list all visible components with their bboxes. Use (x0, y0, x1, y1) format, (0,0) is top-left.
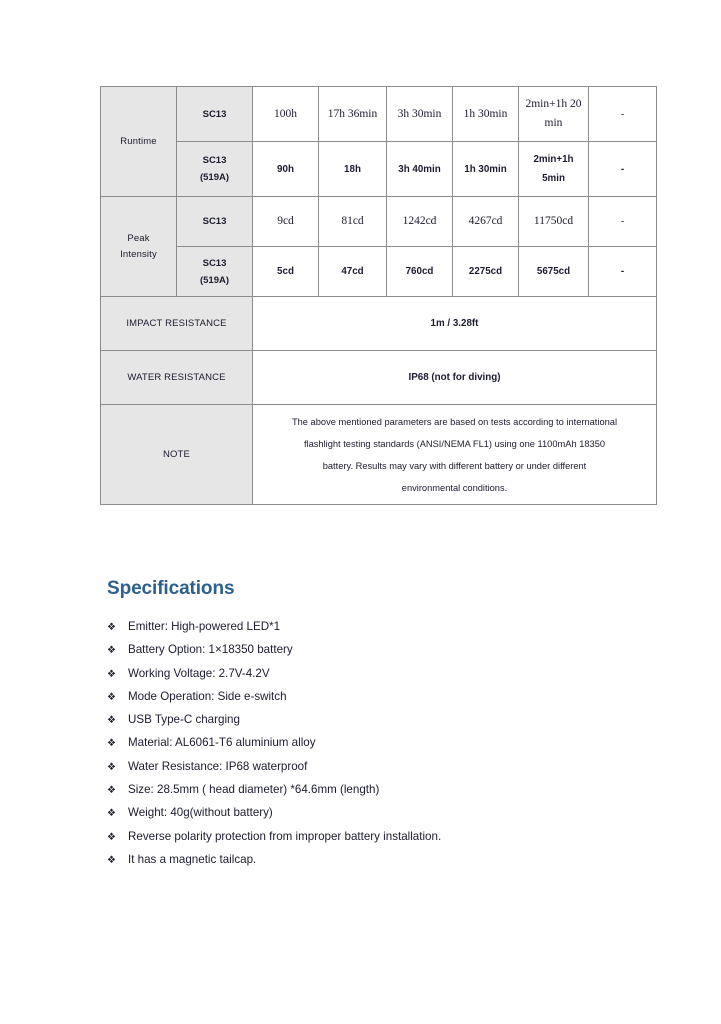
diamond-bullet-icon: ❖ (107, 808, 116, 820)
runtime-519a-strobe: - (589, 142, 657, 197)
list-item-label: USB Type-C charging (128, 713, 240, 727)
note-text (253, 405, 657, 505)
list-item (107, 802, 667, 825)
diamond-bullet-icon: ❖ (107, 622, 116, 633)
peak-519a-moonlight: 5cd (253, 247, 319, 297)
specifications-list (107, 616, 667, 872)
runtime-sc13-turbo: 2min+1h 20 min (519, 87, 589, 142)
table-row (101, 87, 657, 142)
table-row (101, 405, 657, 505)
table-row (101, 197, 657, 247)
row-label-note: NOTE (101, 405, 253, 505)
list-item-label: Working Voltage: 2.7V-4.2V (128, 666, 270, 680)
model-label-sc13-519a (177, 247, 253, 297)
note-line: environmental conditions. (401, 482, 508, 493)
list-item (107, 686, 667, 709)
note-line: battery. Results may vary with different battery or under different (322, 460, 587, 471)
list-item (107, 779, 667, 802)
model-line-1: SC13 (202, 257, 227, 269)
row-label-runtime: Runtime (101, 87, 177, 197)
model-line-1: SC13 (202, 155, 227, 166)
list-item-label: Material: AL6061-T6 aluminium alloy (128, 736, 316, 750)
peak-sc13-strobe: - (589, 197, 657, 247)
list-item (107, 616, 667, 639)
list-item (107, 756, 667, 779)
impact-resistance-value: 1m / 3.28ft (253, 297, 657, 351)
list-item-label: It has a magnetic tailcap. (128, 852, 257, 866)
list-item-label: Size: 28.5mm ( head diameter) *64.6mm (length) (128, 783, 380, 797)
note-line: The above mentioned parameters are based on tests according to international (291, 416, 618, 427)
specification-table (100, 86, 657, 505)
table-row (101, 297, 657, 351)
diamond-bullet-icon: ❖ (107, 715, 116, 727)
runtime-sc13-low: 17h 36min (319, 87, 387, 142)
list-item-label: Water Resistance: IP68 waterproof (128, 759, 308, 773)
specification-table-container (100, 86, 656, 505)
row-label-line-2: Intensity (120, 248, 157, 260)
page-title: Specifications (107, 578, 235, 599)
diamond-bullet-icon: ❖ (107, 691, 116, 703)
table-row (101, 142, 657, 197)
list-item (107, 732, 667, 755)
model-label-sc13-519a (177, 142, 253, 197)
list-item (107, 849, 667, 872)
runtime-519a-high: 1h 30min (453, 142, 519, 197)
list-item-label: Mode Operation: Side e-switch (128, 689, 287, 703)
peak-519a-medium: 760cd (387, 247, 453, 297)
model-line-2: (519A) (199, 274, 230, 286)
water-resistance-value: IP68 (not for diving) (253, 351, 657, 405)
peak-sc13-turbo: 11750cd (519, 197, 589, 247)
table-row (101, 247, 657, 297)
runtime-519a-low: 18h (319, 142, 387, 197)
table-row (101, 351, 657, 405)
peak-519a-turbo: 5675cd (519, 247, 589, 297)
row-label-impact-resistance: IMPACT RESISTANCE (101, 297, 253, 351)
list-item-label: Weight: 40g(without battery) (128, 806, 273, 820)
model-label-sc13: SC13 (177, 197, 253, 247)
row-label-peak-intensity (101, 197, 177, 297)
peak-519a-strobe: - (589, 247, 657, 297)
diamond-bullet-icon: ❖ (107, 668, 116, 680)
specifications-section (107, 578, 667, 872)
peak-sc13-moonlight: 9cd (253, 197, 319, 247)
runtime-sc13-medium: 3h 30min (387, 87, 453, 142)
list-item-label: Emitter: High-powered LED*1 (128, 620, 281, 633)
diamond-bullet-icon: ❖ (107, 831, 116, 843)
diamond-bullet-icon: ❖ (107, 854, 116, 866)
runtime-sc13-strobe: - (589, 87, 657, 142)
peak-519a-high: 2275cd (453, 247, 519, 297)
model-line-2: (519A) (199, 172, 230, 183)
note-line: flashlight testing standards (ANSI/NEMA FL1) using one 1100mAh 18350 (303, 438, 606, 449)
list-item (107, 639, 667, 662)
peak-sc13-medium: 1242cd (387, 197, 453, 247)
peak-sc13-low: 81cd (319, 197, 387, 247)
list-item-label: Battery Option: 1×18350 battery (128, 643, 293, 657)
list-item (107, 663, 667, 686)
diamond-bullet-icon: ❖ (107, 738, 116, 750)
diamond-bullet-icon: ❖ (107, 761, 116, 773)
list-item (107, 826, 667, 849)
runtime-519a-medium: 3h 40min (387, 142, 453, 197)
runtime-519a-turbo: 2min+1h 5min (519, 142, 589, 197)
row-label-line-1: Peak (127, 232, 150, 244)
diamond-bullet-icon: ❖ (107, 785, 116, 797)
model-label-sc13: SC13 (177, 87, 253, 142)
diamond-bullet-icon: ❖ (107, 645, 116, 657)
peak-519a-low: 47cd (319, 247, 387, 297)
list-item-label: Reverse polarity protection from improper battery installation. (128, 829, 442, 843)
runtime-sc13-moonlight: 100h (253, 87, 319, 142)
runtime-519a-moonlight: 90h (253, 142, 319, 197)
list-item (107, 709, 667, 732)
runtime-sc13-high: 1h 30min (453, 87, 519, 142)
row-label-water-resistance: WATER RESISTANCE (101, 351, 253, 405)
peak-sc13-high: 4267cd (453, 197, 519, 247)
